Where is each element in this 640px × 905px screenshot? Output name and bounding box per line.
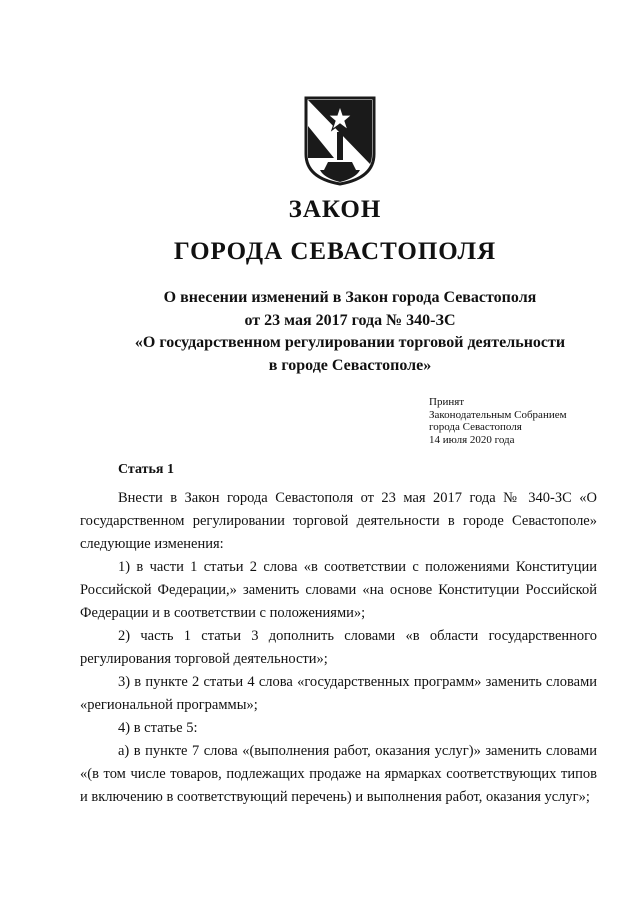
article-paragraph: 1) в части 1 статьи 2 слова «в соответствии с положениями Конституции Российской Федерации,» заменить словами «на основе Конституции Российской Федерации и в соответствии с положениями»; [80, 559, 597, 621]
subtitle-line: «О государственном регулировании торговой деятельности [134, 334, 566, 351]
article-paragraph: Внести в Закон города Севастополя от 23 мая 2017 года № 340-ЗС «О государственном регулировании торговой деятельности в городе Севастополе» следующие изменения: [80, 490, 597, 552]
subtitle-line: от 23 мая 2017 года № 340-ЗС [244, 311, 456, 329]
subtitle-line: О внесении изменений в Закон города Севастополя [163, 289, 537, 306]
law-subtitle [100, 287, 600, 377]
issuer-title: ГОРОДА СЕВАСТОПОЛЯ [173, 238, 497, 265]
adoption-line: Законодательным Собранием [429, 408, 567, 421]
coat-of-arms-emblem [304, 96, 376, 186]
adoption-note [429, 396, 567, 446]
subtitle-line: в городе Севастополе» [268, 356, 432, 374]
article-paragraph: 3) в пункте 2 статьи 4 слова «государственных программ» заменить словами «региональной программы»; [80, 674, 597, 713]
document-type-title: ЗАКОН [288, 196, 382, 223]
article-body [80, 487, 597, 809]
article-paragraph: 2) часть 1 статьи 3 дополнить словами «в области государственного регулирования торговой деятельности»; [80, 628, 597, 667]
article-heading: Статья 1 [118, 462, 174, 477]
adoption-line: Принят [429, 396, 465, 408]
adoption-date: 14 июля 2020 года [429, 433, 515, 446]
article-paragraph: а) в пункте 7 слова «(выполнения работ, оказания услуг)» заменить словами «(в том числе товаров, подлежащих продаже на ярмарках соответствующих типов и включению в соответствующий перечень) и выполнения работ, оказания услуг»; [80, 743, 597, 805]
article-paragraph: 4) в статье 5: [118, 720, 198, 736]
adoption-line: города Севастополя [429, 421, 522, 433]
